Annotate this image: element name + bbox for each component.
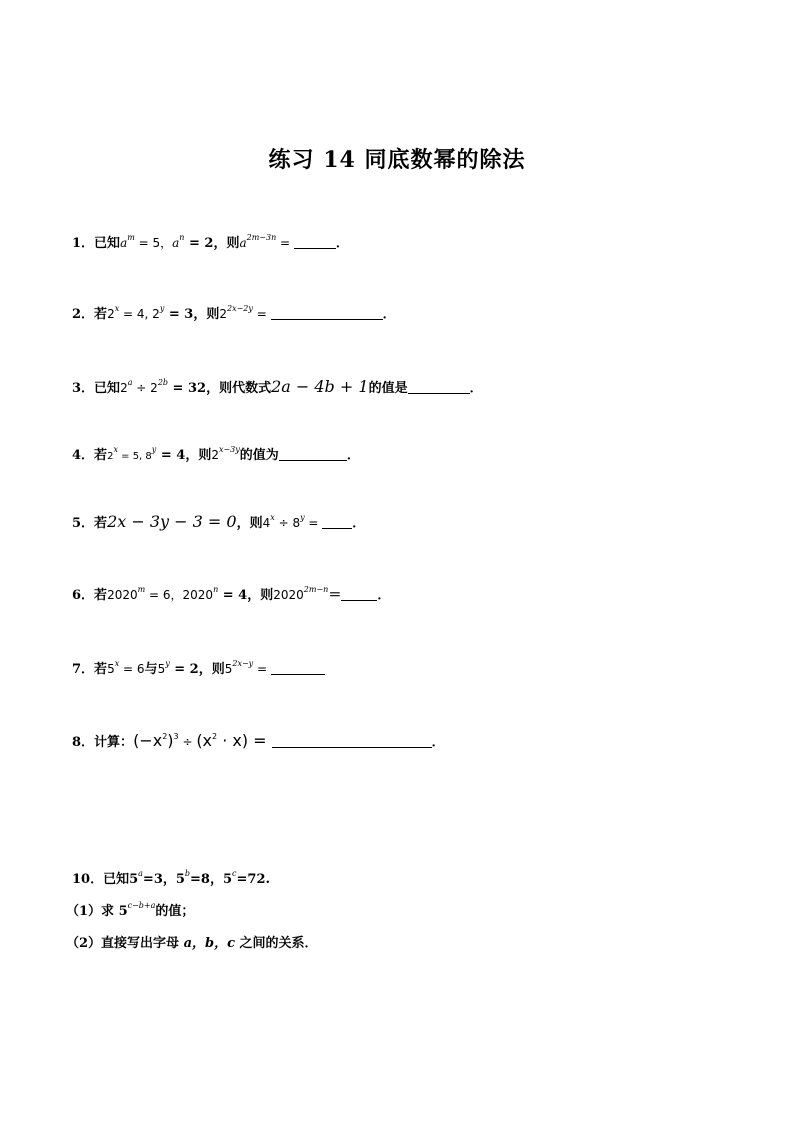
question-5 bbox=[72, 512, 365, 534]
question-text: 若 bbox=[94, 588, 108, 603]
question-tail: ． bbox=[335, 236, 349, 251]
math-term: 2020 bbox=[107, 588, 138, 602]
math-text: = 5， bbox=[134, 236, 173, 250]
question-10-part-2 bbox=[66, 934, 318, 954]
question-text: 的值是 bbox=[368, 381, 408, 396]
variable-list: a，b，c bbox=[183, 936, 236, 951]
math-text: = bbox=[253, 662, 271, 676]
math-term: 2020 bbox=[273, 588, 304, 602]
math-term: 8 bbox=[292, 516, 301, 530]
math-term: 2 bbox=[152, 307, 160, 321]
math-term: 2 bbox=[150, 381, 158, 395]
question-text: 直接写出字母 bbox=[101, 936, 184, 951]
question-number: 6． bbox=[72, 588, 95, 603]
math-text: ) bbox=[167, 731, 174, 750]
question-text: = 4，则 bbox=[218, 588, 274, 603]
math-exponent: 2 bbox=[162, 732, 168, 741]
math-term: (−x bbox=[133, 731, 163, 750]
answer-blank[interactable] bbox=[271, 305, 383, 320]
math-term: 5 bbox=[224, 662, 233, 676]
math-text: = 6 bbox=[119, 662, 145, 676]
math-exponent: y bbox=[300, 513, 305, 522]
question-3 bbox=[72, 377, 483, 399]
math-text: = 5, bbox=[117, 451, 146, 462]
math-exponent: x bbox=[114, 304, 120, 313]
math-term: 2020 bbox=[182, 588, 214, 602]
math-exponent: 2m−3n bbox=[246, 233, 277, 242]
question-tail: ． bbox=[377, 588, 391, 603]
question-number: 5． bbox=[72, 516, 95, 531]
math-exponent: 2x−2y bbox=[226, 304, 253, 313]
question-text: 已知5 bbox=[103, 872, 139, 887]
answer-blank[interactable] bbox=[271, 660, 325, 675]
math-exponent: m bbox=[127, 233, 135, 242]
question-text: 求 5 bbox=[101, 904, 128, 919]
math-term: (x bbox=[196, 731, 213, 750]
math-exponent: m bbox=[137, 585, 146, 594]
math-text: = 6， bbox=[145, 588, 183, 602]
math-expression: 2a − 4b + 1 bbox=[271, 377, 369, 396]
question-number: 1． bbox=[72, 236, 95, 251]
math-term: 2 bbox=[107, 451, 114, 462]
question-number: 8． bbox=[72, 735, 95, 750]
math-exponent: y bbox=[165, 659, 170, 668]
math-term: 2 bbox=[211, 448, 219, 462]
question-tail: ． bbox=[382, 307, 396, 322]
math-term: 2 bbox=[120, 381, 128, 395]
math-term: a bbox=[172, 236, 180, 250]
answer-blank[interactable] bbox=[272, 733, 432, 748]
question-6 bbox=[72, 585, 390, 606]
question-text: = 4，则 bbox=[156, 448, 212, 463]
question-tail: ． bbox=[346, 448, 360, 463]
math-text: = bbox=[276, 236, 294, 250]
math-exponent: n bbox=[179, 233, 185, 242]
question-text: = 32，则代数式 bbox=[168, 381, 272, 396]
question-number: 4． bbox=[72, 448, 95, 463]
math-exponent: 3 bbox=[173, 732, 179, 741]
math-term: a bbox=[239, 236, 247, 250]
math-exponent: 2m−n bbox=[303, 585, 329, 594]
math-exponent: x−3y bbox=[218, 445, 240, 454]
question-text: = 3，则 bbox=[164, 307, 220, 322]
math-text: = bbox=[252, 307, 271, 321]
math-term: 5 bbox=[107, 662, 115, 676]
question-text: ，则 bbox=[236, 516, 263, 531]
math-term: a bbox=[120, 236, 128, 250]
math-term: 5 bbox=[157, 662, 166, 676]
question-text: 的值为 bbox=[239, 448, 279, 463]
question-tail: ． bbox=[469, 381, 483, 396]
question-4 bbox=[72, 445, 360, 467]
question-2 bbox=[72, 304, 396, 325]
question-10 bbox=[72, 870, 270, 890]
math-exponent: a bbox=[138, 869, 143, 878]
math-text: ÷ bbox=[132, 381, 151, 395]
question-8 bbox=[72, 731, 445, 753]
math-text: · x) = bbox=[217, 731, 272, 750]
question-number: 2． bbox=[72, 307, 95, 322]
math-term: 4 bbox=[262, 516, 271, 530]
question-text: 若 bbox=[94, 516, 108, 531]
math-exponent: c−b+a bbox=[127, 901, 156, 910]
question-text: 的值； bbox=[155, 904, 195, 919]
question-7 bbox=[72, 659, 325, 680]
math-text: ÷ bbox=[178, 735, 197, 749]
math-exponent: y bbox=[159, 304, 165, 313]
math-exponent: a bbox=[127, 378, 133, 387]
answer-blank[interactable] bbox=[341, 586, 377, 601]
answer-blank[interactable] bbox=[279, 446, 347, 461]
part-label: （2） bbox=[66, 936, 102, 951]
math-exponent: 2b bbox=[157, 378, 169, 387]
question-text: 若 bbox=[94, 307, 108, 322]
math-exponent: x bbox=[270, 513, 275, 522]
math-expression: 2x − 3y − 3 = 0 bbox=[107, 512, 237, 531]
math-exponent: y bbox=[151, 445, 157, 454]
question-number: 10． bbox=[72, 872, 104, 887]
math-term: 2 bbox=[107, 307, 115, 321]
math-text: ÷ bbox=[274, 516, 293, 530]
math-term: 8 bbox=[145, 451, 152, 462]
question-text: 之间的关系． bbox=[235, 936, 318, 951]
page-title: 练习 14 同底数幂的除法 bbox=[268, 147, 526, 173]
question-text: ＝ bbox=[328, 588, 342, 603]
question-text: 若 bbox=[94, 448, 108, 463]
question-text: 已知 bbox=[94, 236, 121, 251]
math-exponent: 2x−y bbox=[232, 659, 254, 668]
math-exponent: c bbox=[232, 869, 237, 878]
math-text: = bbox=[304, 516, 323, 530]
question-tail: ． bbox=[352, 516, 366, 531]
math-text: = 4, bbox=[119, 307, 153, 321]
question-text: 已知 bbox=[94, 381, 121, 396]
math-exponent: x bbox=[114, 659, 120, 668]
question-text: 计算： bbox=[94, 735, 134, 750]
math-exponent: n bbox=[213, 585, 219, 594]
question-text: =3，5 bbox=[142, 872, 185, 887]
math-exponent: x bbox=[113, 445, 118, 454]
question-text: =8，5 bbox=[190, 872, 233, 887]
part-label: （1） bbox=[66, 904, 102, 919]
math-term: 2 bbox=[219, 307, 227, 321]
question-number: 3． bbox=[72, 381, 95, 396]
answer-blank[interactable] bbox=[408, 379, 470, 394]
question-tail: ． bbox=[431, 735, 445, 750]
question-text: 若 bbox=[94, 662, 108, 677]
question-text: = 2，则 bbox=[169, 662, 225, 677]
answer-blank[interactable] bbox=[322, 514, 352, 529]
question-10-part-1 bbox=[66, 902, 194, 922]
question-text: 与 bbox=[144, 662, 158, 677]
question-text: =72. bbox=[236, 872, 271, 887]
math-exponent: 2 bbox=[212, 732, 218, 741]
question-number: 7． bbox=[72, 662, 95, 677]
question-1 bbox=[72, 233, 349, 254]
answer-blank[interactable] bbox=[294, 234, 336, 249]
math-exponent: b bbox=[184, 869, 191, 878]
question-text: = 2，则 bbox=[184, 236, 240, 251]
